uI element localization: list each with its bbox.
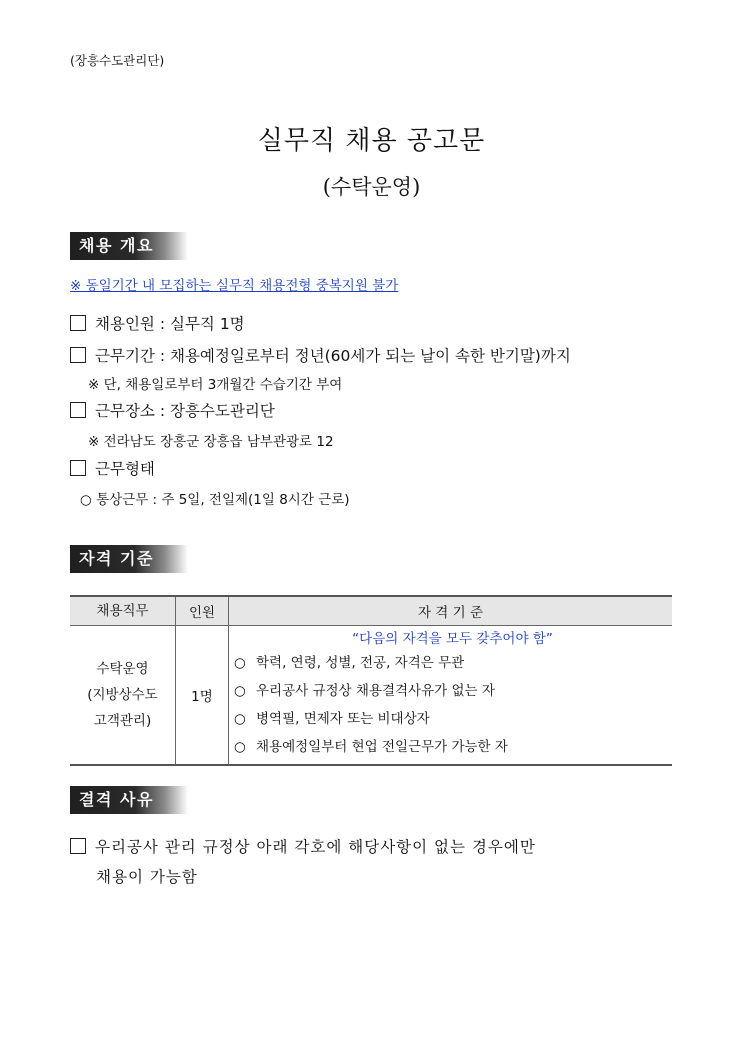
table-row [70,626,672,766]
checkbox-square-icon [70,347,86,363]
checkbox-square-icon [70,838,86,854]
count-cell: 1명 [176,626,229,766]
location-note: ※ 전라남도 장흥군 장흥읍 남부관광로 12 [88,434,334,450]
qualification-table [70,595,672,766]
disqualification-paragraph: 우리공사 관리 규정상 아래 각호에 해당사항이 없는 경우에만 채용이 가능함 [70,832,670,892]
criteria-cell [229,626,673,766]
header-count: 인원 [176,596,229,626]
page-subtitle: (수탁운영) [322,175,421,199]
job-cell: 수탁운영 (지방상수도 고객관리) [70,626,176,766]
work-type-note: ○ 통상근무 : 주 5일, 전일제(1일 8시간 근로) [80,492,350,508]
item-period: 근무기간 : 채용예정일로부터 정년(60세가 되는 날이 속한 반기말)까지 [70,344,571,366]
circle-bullet-icon: ○ [234,711,246,727]
section-heading-disqualification: 결격 사유 [70,786,188,814]
section-heading-overview: 채용 개요 [70,232,188,260]
criteria-item: ○ 우리공사 규정상 채용결격사유가 없는 자 [234,677,671,705]
criteria-item: ○ 병역필, 면제자 또는 비대상자 [234,705,671,733]
checkbox-square-icon [70,315,86,331]
checkbox-square-icon [70,402,86,418]
item-location: 근무장소 : 장흥수도관리단 [70,399,275,421]
circle-bullet-icon: ○ [234,683,246,699]
item-work-type: 근무형태 [70,457,155,479]
criteria-item: ○ 학력, 연령, 성별, 전공, 자격은 무관 [234,649,671,677]
criteria-quote: “다음의 자격을 모두 갖추어야 함” [352,631,553,647]
header-criteria: 자 격 기 준 [229,596,673,626]
criteria-item: ○ 채용예정일부터 현업 전일근무가 가능한 자 [234,733,671,761]
item-headcount: 채용인원 : 실무직 1명 [70,312,245,334]
circle-bullet-icon: ○ [234,655,246,671]
period-note: ※ 단, 채용일로부터 3개월간 수습기간 부여 [88,377,343,393]
checkbox-square-icon [70,460,86,476]
header-job: 채용직무 [70,596,176,626]
section-heading-qualifications: 자격 기준 [70,545,188,573]
circle-bullet-icon: ○ [234,739,246,755]
table-header-row [70,596,672,626]
duplicate-application-notice: ※ 동일기간 내 모집하는 실무직 채용전형 중복지원 불가 [70,278,399,294]
org-label: (장흥수도관리단) [70,53,165,68]
page-title: 실무직 채용 공고문 [257,126,486,156]
